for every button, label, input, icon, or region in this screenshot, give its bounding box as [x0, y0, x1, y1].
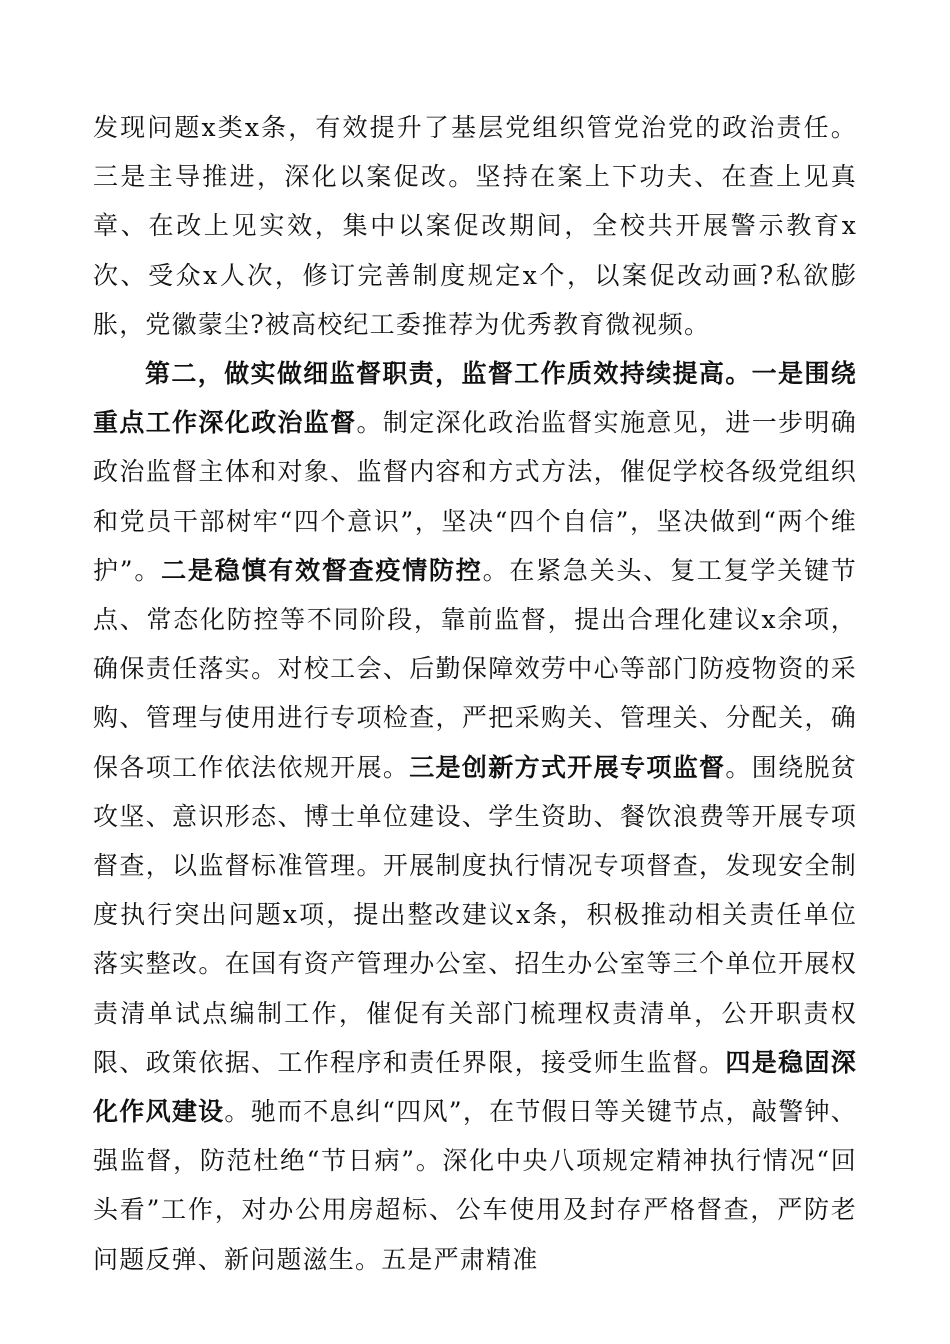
bold-heading-point-four: 四是稳固深化作风建设 [93, 1047, 857, 1127]
paragraph-1 [93, 103, 857, 349]
paragraph-text: 。在紧急关头、复工复学关键节点、常态化防控等不同阶段，靠前监督，提出合理化建议x余项，确保责任落实。对校工会、后勤保障效劳中心等部门防疫物资的采购、管理与使用进行专项检查，严把采购关、管理关、分配关，确保各项工作依法依规开展。 [93, 555, 857, 782]
paragraph-text: 。围绕脱贫攻坚、意识形态、博士单位建设、学生资助、餐饮浪费等开展专项督查，以监督标准管理。开展制度执行情况专项督查，发现安全制度执行突出问题x项，提出整改建议x条，积极推动相关责任单位落实整改。在国有资产管理办公室、招生办公室等三个单位开展权责清单试点编制工作，催促有关部门梳理权责清单，公开职责权限、政策依据、工作程序和责任界限，接受师生监督。 [93, 752, 858, 1077]
bold-heading-point-three: 三是创新方式开展专项监督 [409, 752, 726, 782]
paragraph-2 [93, 349, 857, 1284]
document-page [93, 103, 857, 1284]
bold-heading-second: 第二，做实做细监督职责，监督工作质效持续提高。一是围绕重点工作深化政治监督 [93, 359, 857, 438]
paragraph-text: 。制定深化政治监督实施意见，进一步明确政治监督主体和对象、监督内容和方式方法，催促学校各级党组织和党员干部树牢“四个意识”，坚决“四个自信”，坚决做到“两个维护”。 [93, 408, 857, 585]
bold-heading-point-two: 二是稳慎有效督查疫情防控 [161, 555, 483, 585]
paragraph-text: 。驰而不息纠“四风”，在节假日等关键节点，敲警钟、强监督，防范杜绝“节日病”。深化中央八项规定精神执行情况“回头看”工作，对办公用房超标、公车使用及封存严格督查，严防老问题反弹、新问题滋生。五是严肃精准 [93, 1097, 857, 1274]
paragraph-text: 发现问题x类x条，有效提升了基层党组织管党治党的政治责任。三是主导推进，深化以案促改。坚持在案上下功夫、在查上见真章、在改上见实效，集中以案促改期间，全校共开展警示教育x次、受众x人次，修订完善制度规定x个，以案促改动画?私欲膨胀，党徽蒙尘?被高校纪工委推荐为优秀教育微视频。 [93, 113, 857, 339]
